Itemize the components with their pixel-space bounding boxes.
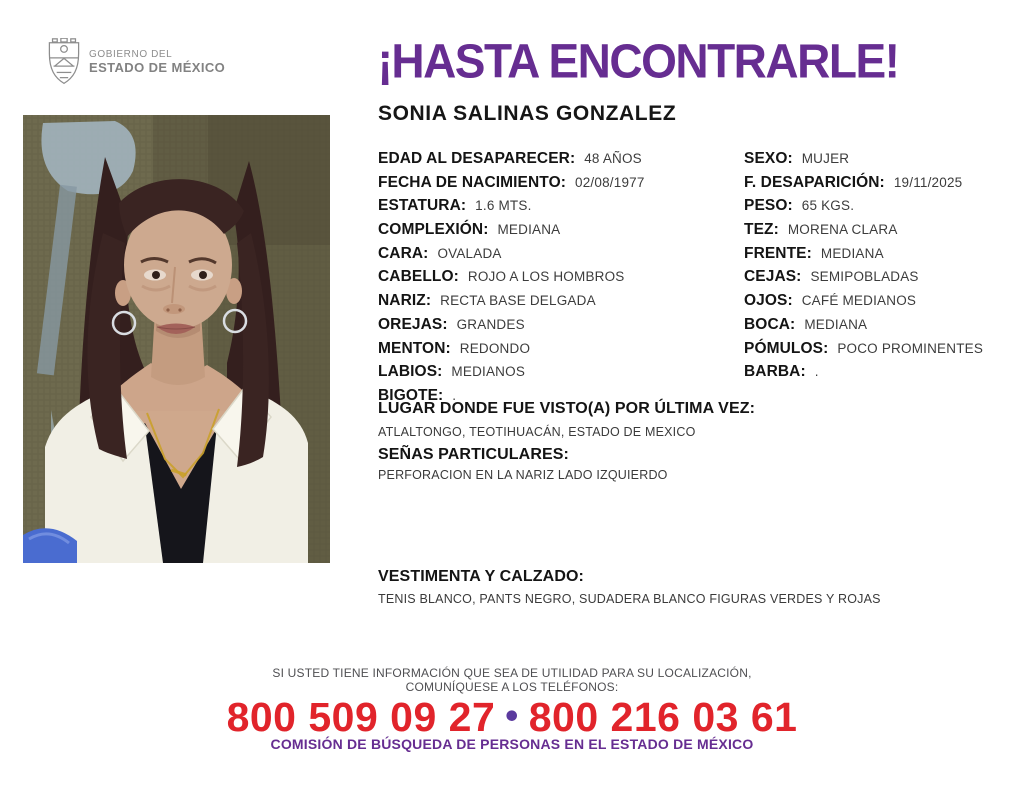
detail-row-ojos <box>744 289 1022 313</box>
detail-row-tez <box>744 218 1022 242</box>
detail-value: POCO PROMINENTES <box>837 340 984 356</box>
detail-row-nacimiento <box>378 171 743 195</box>
detail-label: FRENTE: <box>744 244 812 262</box>
detail-label: BIGOTE: <box>378 386 444 404</box>
detail-value: MORENA CLARA <box>787 222 898 238</box>
detail-value: MEDIANA <box>804 316 868 332</box>
contact-notice-line1: SI USTED TIENE INFORMACIÓN QUE SEA DE UTILIDAD PARA SU LOCALIZACIÓN, <box>272 666 752 680</box>
detail-value: 19/11/2025 <box>893 174 963 190</box>
detail-value: . <box>452 387 457 403</box>
detail-value: 02/08/1977 <box>575 174 645 190</box>
detail-value: 65 KGS. <box>801 198 855 214</box>
detail-value: SEMIPOBLADAS <box>810 269 919 285</box>
missing-person-photo <box>23 115 330 563</box>
detail-label: PÓMULOS: <box>744 339 829 357</box>
detail-label: BARBA: <box>744 363 806 381</box>
detail-row-cara <box>378 242 743 266</box>
detail-value: RECTA BASE DELGADA <box>440 293 596 309</box>
detail-value: REDONDO <box>459 340 531 356</box>
poster-title: ¡HASTA ENCONTRARLE! <box>377 34 899 89</box>
detail-label: NARIZ: <box>378 292 432 310</box>
phone-number-2[interactable]: 800 216 03 61 <box>528 694 798 740</box>
clothing-value: TENIS BLANCO, PANTS NEGRO, SUDADERA BLANCO FIGURAS VERDES Y ROJAS <box>378 592 881 606</box>
details-column-left <box>378 147 743 408</box>
detail-row-desaparicion <box>744 171 1022 195</box>
detail-value: GRANDES <box>456 316 525 332</box>
logo-line2: ESTADO DE MÉXICO <box>89 60 226 75</box>
detail-row-cabello <box>378 265 743 289</box>
particular-signs-label: SEÑAS PARTICULARES: <box>378 446 569 463</box>
detail-row-cejas <box>744 265 1022 289</box>
detail-value: MUJER <box>801 151 850 166</box>
search-commission-name: COMISIÓN DE BÚSQUEDA DE PERSONAS EN EL ESTADO DE MÉXICO <box>270 736 754 752</box>
detail-label: F. DESAPARICIÓN: <box>744 173 885 191</box>
last-seen-label: LUGAR DONDE FUE VISTO(A) POR ÚLTIMA VEZ: <box>378 400 756 417</box>
detail-value: CAFÉ MEDIANOS <box>801 293 917 309</box>
detail-label: BOCA: <box>744 315 796 333</box>
detail-value: 1.6 MTS. <box>475 198 532 214</box>
detail-label: ESTATURA: <box>378 197 467 215</box>
detail-label: TEZ: <box>744 221 779 239</box>
clothing-label: VESTIMENTA Y CALZADO: <box>378 568 584 585</box>
detail-row-sexo <box>744 147 1022 171</box>
detail-label: OREJAS: <box>378 315 448 333</box>
detail-row-pomulos <box>744 337 1022 361</box>
detail-value: OVALADA <box>437 245 502 261</box>
particular-signs-value: PERFORACION EN LA NARIZ LADO IZQUIERDO <box>378 468 668 482</box>
details-column-right <box>744 147 1022 384</box>
detail-label: COMPLEXIÓN: <box>378 221 489 239</box>
detail-row-complexion <box>378 218 743 242</box>
detail-row-menton <box>378 337 743 361</box>
detail-row-nariz <box>378 289 743 313</box>
detail-label: CARA: <box>378 244 429 262</box>
detail-row-labios <box>378 360 743 384</box>
detail-label: SEXO: <box>744 150 793 167</box>
last-seen-value: ATLALTONGO, TEOTIHUACÁN, ESTADO DE MEXICO <box>378 425 696 439</box>
detail-row-frente <box>744 242 1022 266</box>
detail-value: MEDIANA <box>820 245 884 261</box>
detail-value: MEDIANA <box>497 222 561 238</box>
person-name: SONIA SALINAS GONZALEZ <box>378 102 677 125</box>
detail-row-barba <box>744 360 1022 384</box>
detail-value: 48 AÑOS <box>584 151 642 166</box>
phone-separator-dot: • <box>505 695 519 736</box>
detail-label: CABELLO: <box>378 268 459 286</box>
detail-label: PESO: <box>744 197 793 215</box>
detail-row-estatura <box>378 194 743 218</box>
detail-label: OJOS: <box>744 292 793 310</box>
contact-notice-line2: COMUNÍQUESE A LOS TELÉFONOS: <box>405 679 619 694</box>
phone-number-1[interactable]: 800 509 09 27 <box>226 694 496 740</box>
detail-label: FECHA DE NACIMIENTO: <box>378 173 566 191</box>
state-crest-icon <box>46 38 82 86</box>
detail-label: CEJAS: <box>744 268 802 286</box>
detail-label: EDAD AL DESAPARECER: <box>378 150 576 167</box>
contact-notice <box>0 667 1024 694</box>
detail-row-edad <box>378 147 743 171</box>
detail-value: ROJO A LOS HOMBROS <box>467 269 625 285</box>
detail-label: LABIOS: <box>378 363 443 381</box>
detail-value: MEDIANOS <box>451 364 526 380</box>
detail-row-peso <box>744 194 1022 218</box>
logo-line1: GOBIERNO DEL <box>89 49 173 60</box>
detail-value: . <box>814 364 819 380</box>
detail-label: MENTON: <box>378 339 451 357</box>
detail-row-boca <box>744 313 1022 337</box>
government-logo <box>46 38 225 86</box>
detail-row-orejas <box>378 313 743 337</box>
